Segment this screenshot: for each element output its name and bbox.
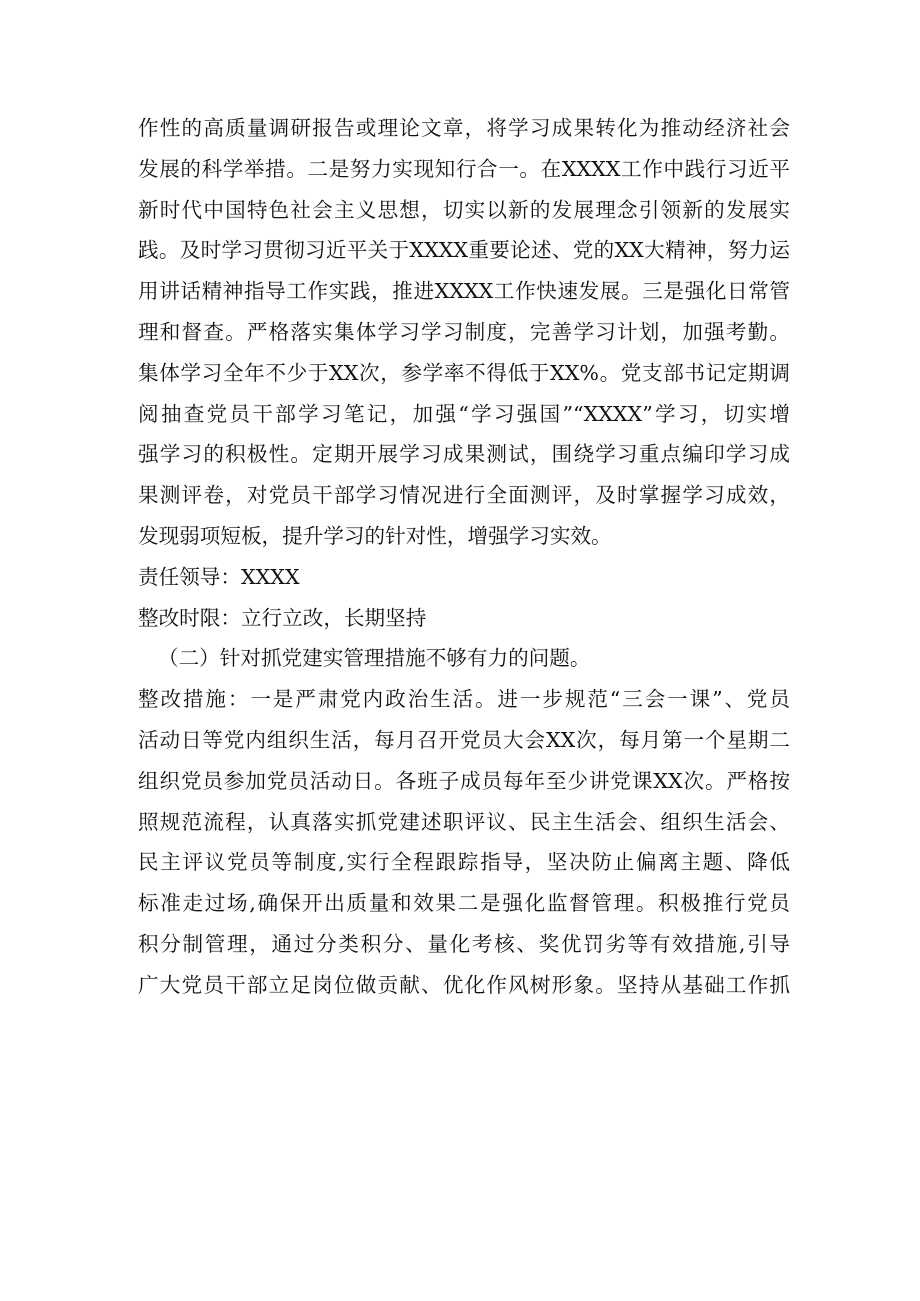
text-line-16: 活动日等党内组织生活，每月召开党员大会XX次，每月第一个星期二 (138, 727, 790, 752)
text-line-4: 践。及时学习贯彻习近平关于XXXX重要论述、党的XX大精神，努力运 (138, 238, 790, 263)
text-line-2: 发展的科学举措。二是努力实现知行合一。在XXXX工作中践行习近平 (138, 156, 790, 181)
responsible-leader-line: 责任领导：XXXX (138, 564, 300, 589)
text-line-6: 理和督查。严格落实集体学习学习制度，完善学习计划，加强考勤。 (138, 319, 790, 344)
text-line-17: 组织党员参加党员活动日。各班子成员每年至少讲党课XX次。严格按 (138, 768, 790, 793)
document-body (138, 108, 790, 1006)
text-line-9: 强学习的积极性。定期开展学习成果测试，围绕学习重点编印学习成 (138, 442, 790, 467)
text-line-11: 发现弱项短板，提升学习的针对性，增强学习实效。 (138, 523, 612, 548)
text-line-19: 民主评议党员等制度,实行全程跟踪指导，坚决防止偏离主题、降低 (138, 850, 790, 875)
text-line-7: 集体学习全年不少于XX次，参学率不得低于XX%。党支部书记定期调 (138, 360, 790, 385)
text-line-20: 标准走过场,确保开出质量和效果二是强化监督管理。积极推行党员 (138, 891, 790, 916)
text-line-10: 果测评卷，对党员干部学习情况进行全面测评，及时掌握学习成效， (138, 483, 790, 508)
text-line-5: 用讲话精神指导工作实践，推进XXXX工作快速发展。三是强化日常管 (138, 279, 790, 304)
text-line-21: 积分制管理，通过分类积分、量化考核、奖优罚劣等有效措施,引导 (138, 931, 790, 956)
text-line-8: 阅抽查党员干部学习笔记，加强“学习强国”“XXXX”学习，切实增 (138, 401, 790, 426)
text-line-3: 新时代中国特色社会主义思想，切实以新的发展理念引领新的发展实 (138, 197, 790, 222)
text-line-22: 广大党员干部立足岗位做贡献、优化作风树形象。坚持从基础工作抓 (138, 972, 790, 997)
text-line-15: 整改措施：一是严肃党内政治生活。进一步规范“三会一课”、党员 (138, 687, 790, 712)
section-heading-2: （二）针对抓党建实管理措施不够有力的问题。 (158, 646, 591, 671)
deadline-line: 整改时限：立行立改，长期坚持 (138, 605, 427, 630)
text-line-1: 作性的高质量调研报告或理论文章，将学习成果转化为推动经济社会 (138, 116, 790, 140)
text-line-18: 照规范流程，认真落实抓党建述职评议、民主生活会、组织生活会、 (138, 809, 790, 834)
